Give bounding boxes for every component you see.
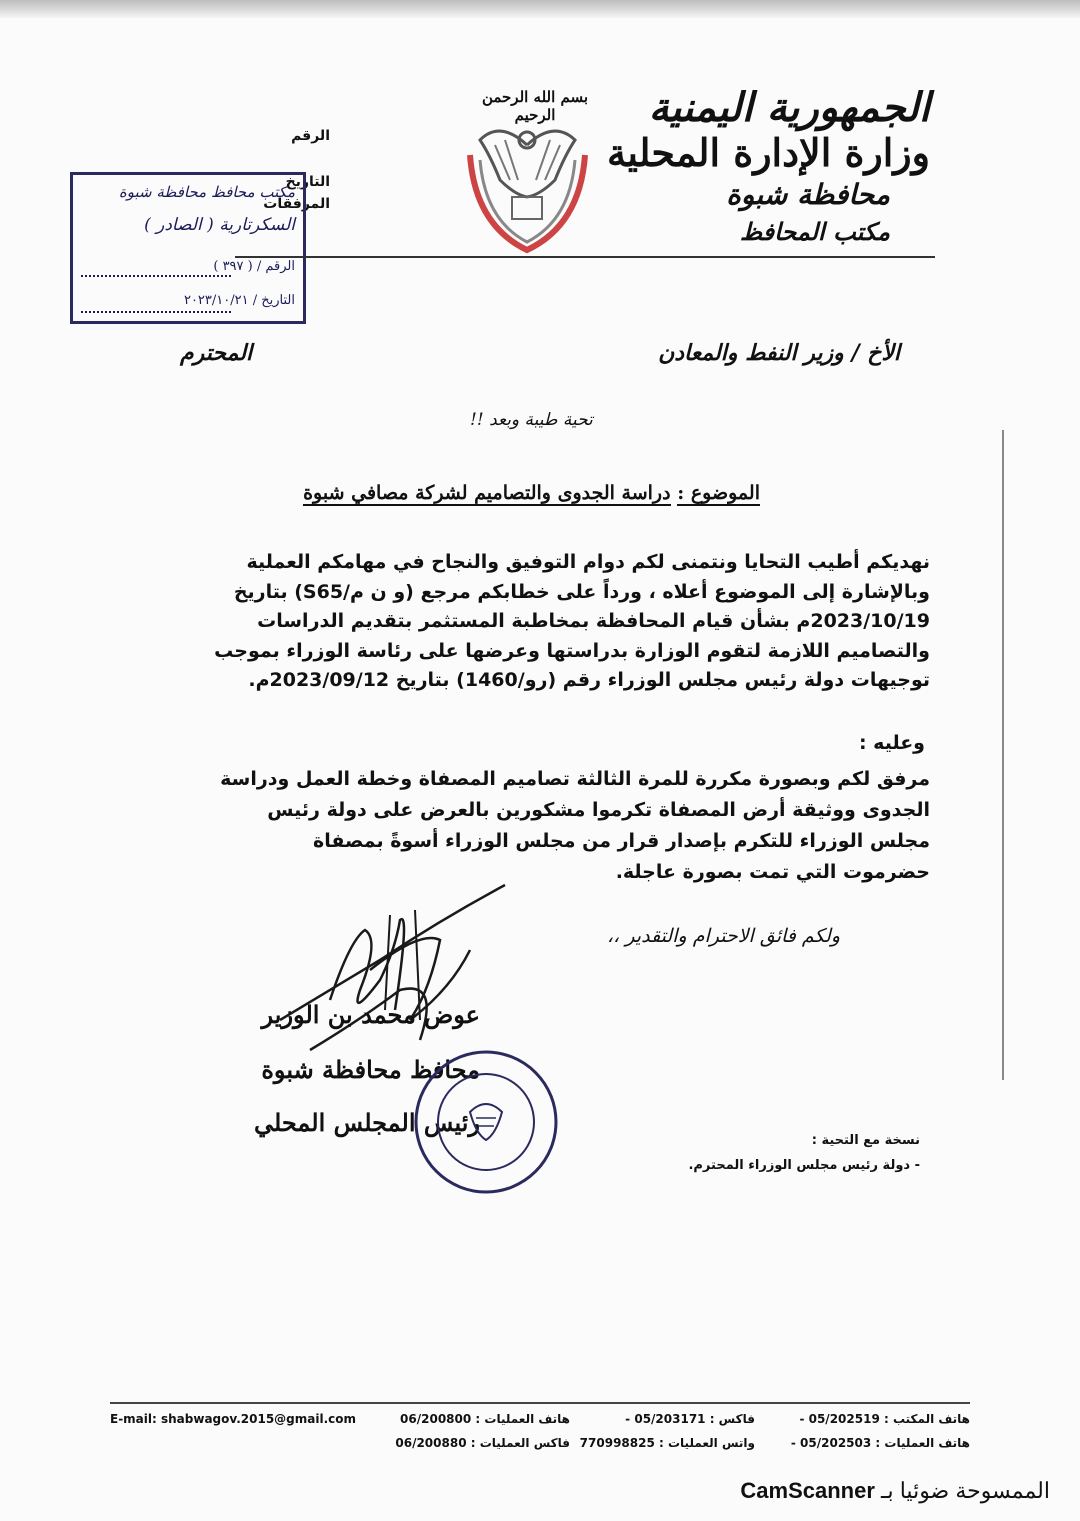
stamp-date-dots (81, 311, 231, 313)
para2-line: الجدوى ووثيقة أرض المصفاة تكرموا مشكورين بالعرض على دولة رئيس (267, 799, 930, 821)
addressee-line: الأخ / وزير النفط والمعادن (658, 340, 900, 366)
footer-ops-phone: هاتف العمليات : 05/202503 - (790, 1436, 970, 1450)
camscanner-prefix: الممسوحة ضوئيا بـ (881, 1478, 1050, 1503)
greeting-line: تحية طيبة وبعد !! (470, 410, 593, 430)
office-name: مكتب المحافظ (739, 217, 890, 246)
respected-title: المحترم (180, 340, 253, 366)
para1-line: 2023/10/19م بشأن قيام المحافظة بمخاطبة المستثمر بتقديم الدراسات (257, 610, 930, 632)
republic-name: الجمهورية اليمنية (648, 84, 930, 131)
para2-line: مرفق لكم وبصورة مكررة للمرة الثالثة تصاميم المصفاة وخطة العمل ودراسة (220, 768, 930, 790)
signatory-name: عوض محمد بن الوزير (261, 1000, 480, 1029)
stamp-office: مكتب محافظ محافظة شبوة (118, 183, 295, 201)
cc-recipient: - دولة رئيس مجلس الوزراء المحترم. (688, 1158, 920, 1173)
signatory-title-governor: محافظ محافظة شبوة (261, 1055, 480, 1084)
letterhead-divider (235, 256, 935, 258)
footer-email: E-mail: shabwagov.2015@gmail.com (110, 1412, 357, 1426)
subject-line (303, 482, 760, 504)
footer-divider (110, 1402, 970, 1404)
number-label: الرقم (291, 128, 330, 144)
stamp-date (184, 293, 295, 308)
stamp-date-label: التاريخ / (252, 293, 295, 308)
para2-line: مجلس الوزراء للتكرم بإصدار قرار من مجلس الوزراء أسوةً بمصفاة (312, 830, 930, 852)
para2-line: حضرموت التي تمت بصورة عاجلة. (615, 861, 930, 883)
closing-line: ولكم فائق الاحترام والتقدير ،، (607, 925, 840, 947)
footer-ops-hotline: هاتف العمليات : 06/200800 (400, 1412, 570, 1426)
camscanner-brand: CamScanner (740, 1478, 875, 1503)
stamp-number-label: الرقم / (256, 259, 295, 274)
cc-label: نسخة مع التحية : (811, 1133, 920, 1148)
date-label: التاريخ (285, 174, 330, 190)
stamp-number-value: ( ٣٩٧ ) (213, 259, 253, 274)
para1-line: توجيهات دولة رئيس مجلس الوزراء رقم (رو/1460) بتاريخ 2023/09/12م. (248, 669, 930, 691)
official-round-seal-icon (412, 1048, 560, 1196)
attachments-label: المرفقات (263, 196, 330, 212)
camscanner-watermark (740, 1478, 1050, 1504)
letterhead-ministry-block (600, 85, 930, 249)
footer-fax: فاكس : 05/203171 - (625, 1412, 755, 1426)
scan-edge-line (1002, 430, 1004, 1080)
footer-office-phone: هاتف المكتب : 05/202519 - (799, 1412, 970, 1426)
eagle-emblem-icon (440, 85, 615, 260)
para1-line: وبالإشارة إلى الموضوع أعلاه ، ورداً على خطابكم مرجع (و ن م/S65) بتاريخ (233, 580, 930, 603)
signatory-title-council: رئيس المجلس المحلي (253, 1108, 480, 1137)
stamp-number (213, 259, 295, 274)
footer-whatsapp: واتس العمليات : 770998825 (579, 1436, 755, 1450)
scan-top-shadow (0, 0, 1080, 18)
therefore-heading: وعليه : (858, 732, 925, 754)
outgoing-registry-stamp (70, 172, 306, 324)
body-paragraph-1 (180, 548, 930, 696)
stamp-date-value: ٢٠٢٣/١٠/٢١ (183, 293, 249, 308)
governorate-name: محافظة شبوة (726, 178, 890, 211)
para1-line: نهديكم أطيب التحايا ونتمنى لكم دوام التوفيق والنجاح في مهامكم العملية (246, 551, 930, 573)
subject-label: الموضوع : (677, 482, 760, 504)
ministry-name: وزارة الإدارة المحلية (607, 130, 930, 175)
subject-text: دراسة الجدوى والتصاميم لشركة مصافي شبوة (303, 482, 671, 504)
footer-ops-fax: فاكس العمليات : 06/200880 (395, 1436, 570, 1450)
basmala-text: بسم الله الرحمن الرحيم (481, 88, 589, 124)
stamp-secretariat: السكرتارية ( الصادر ) (144, 215, 295, 235)
stamp-number-dots (81, 275, 231, 277)
para1-line: والتصاميم اللازمة لتقوم الوزارة بدراستها وعرضها على رئاسة الوزراء بموجب (214, 639, 930, 662)
